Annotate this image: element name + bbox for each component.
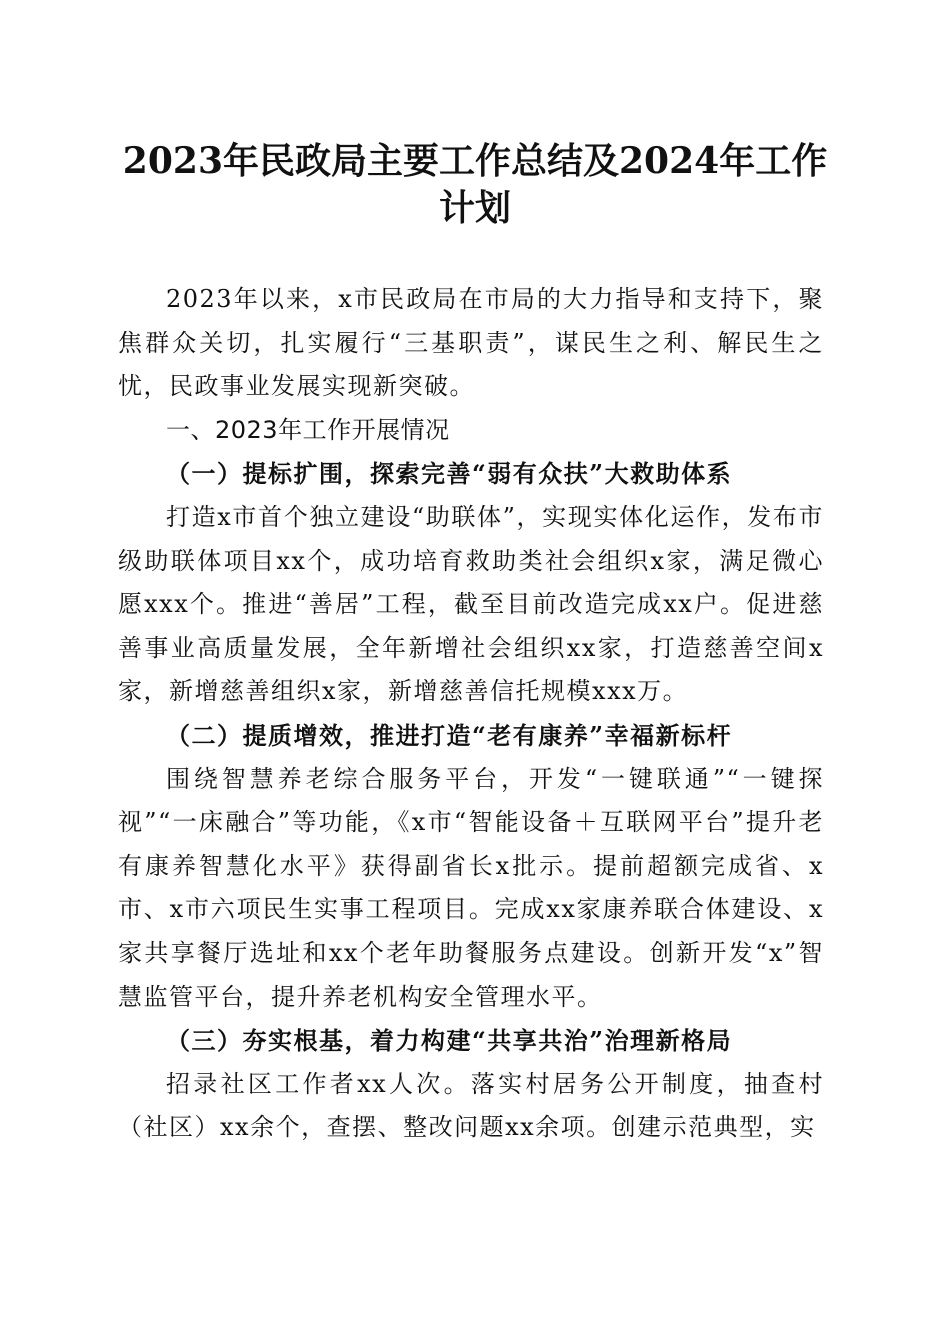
document-body — [118, 278, 824, 1150]
subsection-paragraph-3: 招录社区工作者xx人次。落实村居务公开制度，抽查村（社区）xx余个，查摆、整改问题xx余项。创建示范典型，实 — [118, 1069, 824, 1142]
document-title: 2023年民政局主要工作总结及2024年工作计划 — [122, 140, 828, 229]
subsection-heading-1: （一）提标扩围，探索完善“弱有众扶”大救助体系 — [166, 459, 733, 489]
section-heading-1: 一、2023年工作开展情况 — [166, 415, 450, 444]
subsection-heading-3: （三）夯实根基，着力构建“共享共治”治理新格局 — [166, 1026, 733, 1056]
subsection-paragraph-1: 打造x市首个独立建设“助联体”，实现实体化运作，发布市级助联体项目xx个，成功培育救助类社会组织x家，满足微心愿xxx个。推进“善居”工程，截至目前改造完成xx户。促进慈善事业高质量发展，全年新增社会组织xx家，打造慈善空间x家，新增慈善组织x家，新增慈善信托规模xxx万。 — [118, 502, 824, 706]
subsection-heading-2: （二）提质增效，推进打造“老有康养”幸福新标杆 — [166, 720, 733, 750]
intro-paragraph: 2023年以来，x市民政局在市局的大力指导和支持下，聚焦群众关切，扎实履行“三基职责”，谋民生之利、解民生之忧，民政事业发展实现新突破。 — [118, 285, 824, 401]
subsection-paragraph-2: 围绕智慧养老综合服务平台，开发“一键联通”“一键探视”“一床融合”等功能，《x市“智能设备＋互联网平台”提升老有康养智慧化水平》获得副省长x批示。提前超额完成省、x市、x市六项民生实事工程项目。完成xx家康养联合体建设、x家共享餐厅选址和xx个老年助餐服务点建设。创新开发“x”智慧监管平台，提升养老机构安全管理水平。 — [118, 764, 824, 1011]
